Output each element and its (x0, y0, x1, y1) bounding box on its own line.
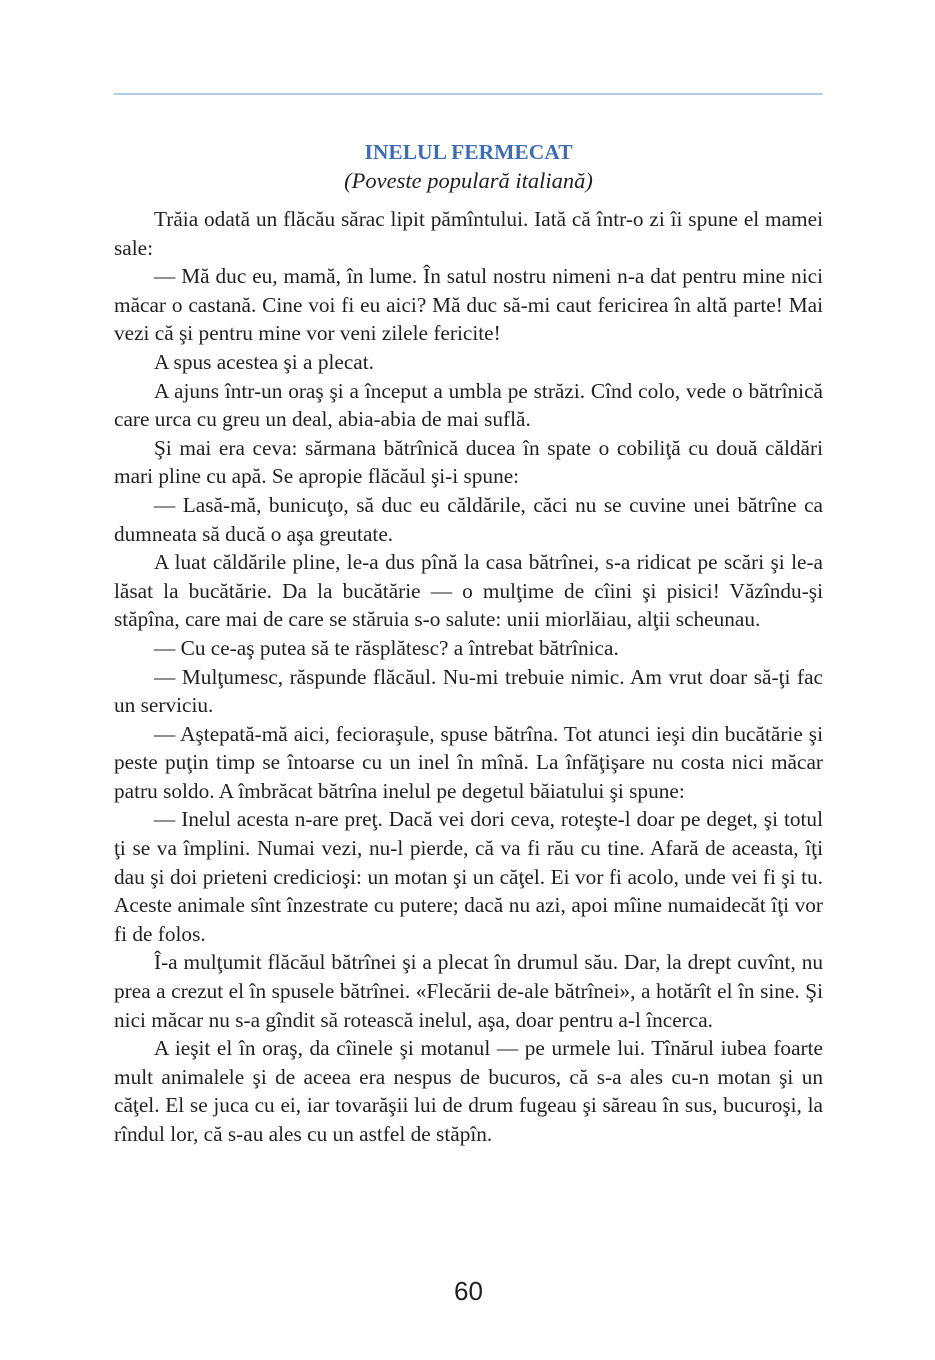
paragraph: A ajuns într-un oraş şi a început a umbla pe străzi. Cînd colo, vede o bătrînică care urca cu greu un deal, abia-abia de mai suflă. (114, 378, 823, 432)
story-title: INELUL FERMECAT (364, 140, 573, 164)
paragraph: — Lasă-mă, bunicuţo, să duc eu căldările, căci nu se cuvine unei bătrîne ca dumneata să ducă o aşa greutate. (114, 492, 823, 546)
paragraph: — Mă duc eu, mamă, în lume. În satul nostru nimeni n-a dat pentru mine nici măcar o castană. Cine voi fi eu aici? Mă duc să-mi caut fericirea în altă parte! Mai vezi că şi pentru mine vor veni zilele fericite! (114, 264, 823, 346)
paragraph: A ieşit el în oraş, da cîinele şi motanul — pe urmele lui. Tînărul iubea foarte mult animalele şi de aceea era nespus de bucuros, că s-a ales cu-n motan şi un căţel. El se juca cu ei, iar tovarăşii lui de drum fugeau şi săreau în sus, bucuroşi, la rîndul lor, că s-au ales cu un astfel de stăpîn. (114, 1036, 823, 1146)
paragraph: Trăia odată un flăcău sărac lipit pămîntului. Iată că într-o zi îi spune el mamei sale: (114, 207, 823, 260)
header-rule (114, 93, 823, 95)
story-subtitle: (Poveste populară italiană) (344, 168, 593, 193)
paragraph: Î-a mulţumit flăcăul bătrînei şi a plecat în drumul său. Dar, la drept cuvînt, nu prea a crezut el în spusele bătrînei. «Flecării de-ale bătrînei», a hotărît el în sine. Şi nici măcar nu s-a gîndit să rotească inelul, aşa, doar pentru a-l încerca. (114, 950, 823, 1032)
paragraph: — Aştepată-mă aici, fecioraşule, spuse bătrîna. Tot atunci ieşi din bucătărie şi peste puţin timp se întoarse cu un inel în mînă. La înfăţişare nu costa nici măcar patru soldo. A îmbrăcat bătrîna inelul pe degetul băiatului şi spune: (114, 721, 823, 803)
paragraph: Şi mai era ceva: sărmana bătrînică ducea în spate o cobiliţă cu două căldări mari pline cu apă. Se apropie flăcăul şi-i spune: (114, 435, 823, 489)
paragraph: — Inelul acesta n-are preţ. Dacă vei dori ceva, roteşte-l doar pe deget, şi totul ţi se va împlini. Numai vezi, nu-l pierde, că va fi rău cu tine. Afară de aceasta, îţi dau şi doi prieteni credicioşi: un motan şi un căţel. Ei vor fi acolo, unde vei fi şi tu. Aceste animale sînt înzestrate cu putere; dacă nu azi, apoi mîine numaidecăt îţi vor fi de folos. (114, 807, 823, 946)
paragraph: A spus acestea şi a plecat. (154, 349, 374, 374)
paragraph: — Mulţumesc, răspunde flăcăul. Nu-mi trebuie nimic. Am vrut doar să-ţi fac un serviciu. (114, 664, 823, 718)
paragraph: — Cu ce-aş putea să te răsplătesc? a întrebat bătrînica. (154, 635, 619, 660)
paragraph: A luat căldările pline, le-a dus pînă la casa bătrînei, s-a ridicat pe scări şi le-a lăsat la bucătărie. Da la bucătărie — o mulţime de cîini şi pisici! Văzîndu-şi stăpîna, care mai de care se stăruia s-o salute: unii miorlăiau, alţii scheunau. (114, 550, 823, 632)
page-number: 60 (454, 1276, 483, 1306)
story-body (114, 205, 823, 1149)
